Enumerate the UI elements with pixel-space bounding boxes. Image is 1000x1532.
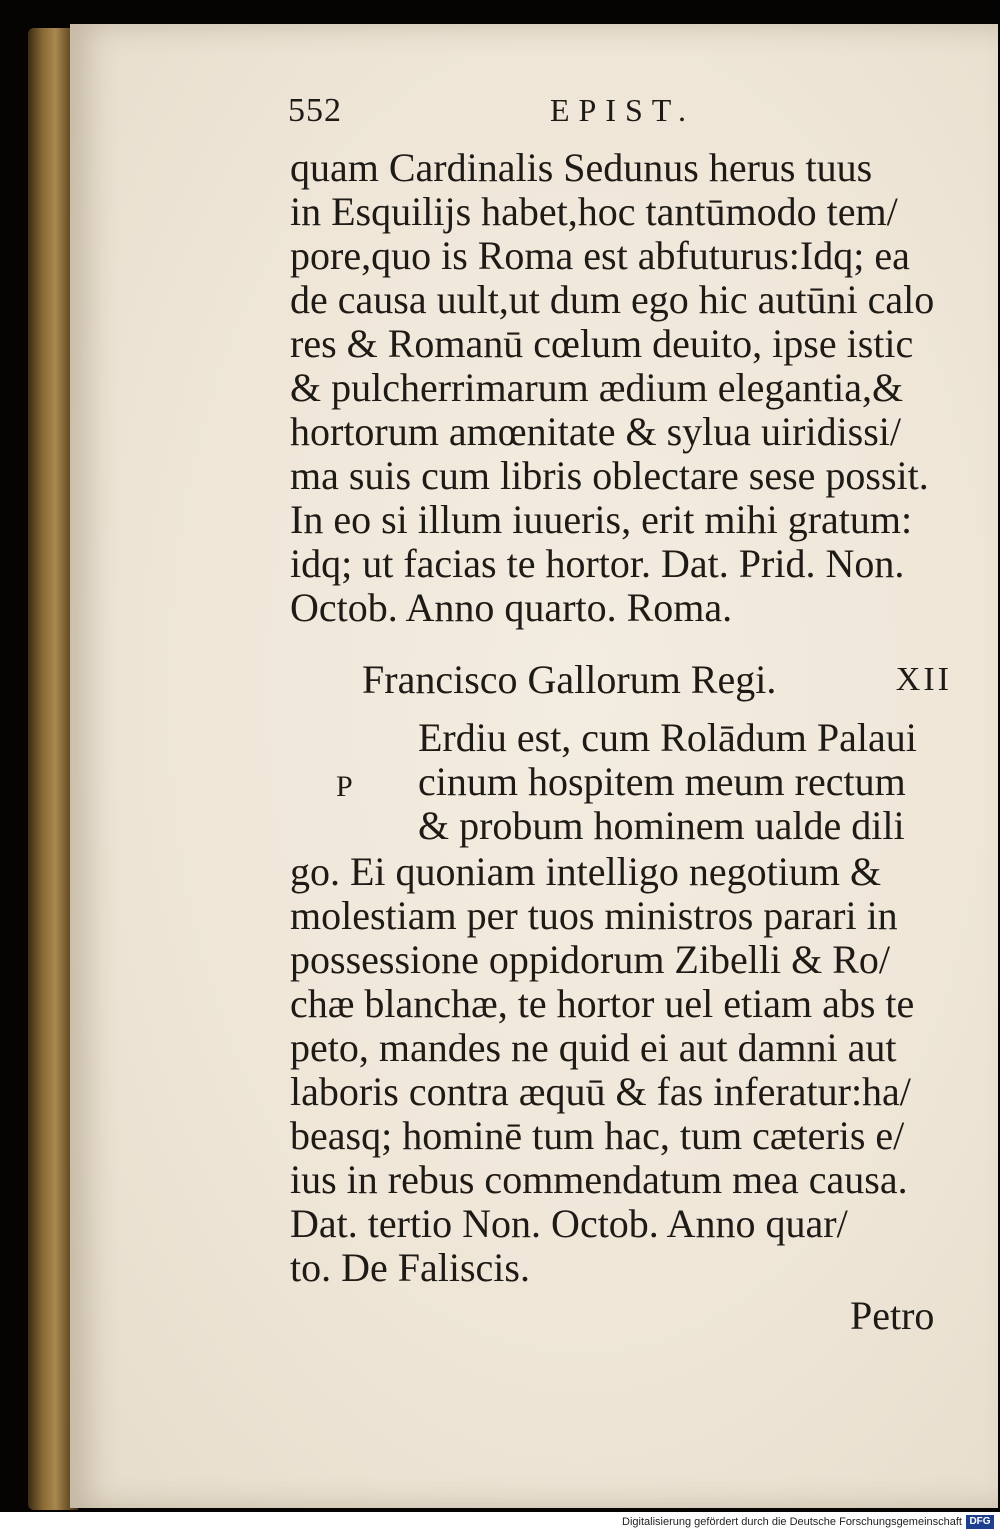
text-line: de causa uult,ut dum ego hic autūni calo bbox=[290, 277, 935, 322]
letter-addressee: Francisco Gallorum Regi. bbox=[362, 657, 777, 702]
text-line: possessione oppidorum Zibelli & Ro/ bbox=[290, 937, 890, 982]
running-title: EPIST. bbox=[550, 92, 695, 128]
text-line: pore,quo is Roma est abfuturus:Idq; ea bbox=[290, 233, 910, 278]
text-line: ma suis cum libris oblectare sese possit. bbox=[290, 453, 929, 498]
text-line: beasq; hominē tum hac, tum cæteris e/ bbox=[290, 1113, 905, 1158]
text-line: & probum hominem ualde dili bbox=[418, 803, 905, 848]
text-line: laboris contra æquū & fas inferatur:ha/ bbox=[290, 1069, 911, 1114]
text-line: res & Romanū cœlum deuito, ipse istic bbox=[290, 321, 914, 366]
footer-bar bbox=[0, 1512, 1000, 1532]
page-number: 552 bbox=[288, 92, 342, 129]
letter-ending bbox=[290, 146, 960, 630]
guide-letter: P bbox=[336, 770, 353, 803]
text-line: in Esquilijs habet,hoc tantūmodo tem/ bbox=[290, 189, 898, 234]
funding-notice: Digitalisierung gefördert durch die Deutsche Forschungsgemeinschaft bbox=[622, 1516, 962, 1528]
text-line: peto, mandes ne quid ei aut damni aut bbox=[290, 1025, 897, 1070]
indented-opening bbox=[418, 716, 963, 848]
text-line: molestiam per tuos ministros parari in bbox=[290, 893, 898, 938]
letter-heading bbox=[362, 658, 960, 702]
text-line: In eo si illum iuueris, erit mihi gratum: bbox=[290, 497, 913, 542]
catchword: Petro bbox=[850, 1293, 935, 1338]
text-line: to. De Faliscis. bbox=[290, 1245, 530, 1290]
text-line: Erdiu est, cum Rolādum Palaui bbox=[418, 715, 917, 760]
letter-body bbox=[290, 850, 960, 1290]
text-line: & pulcherrimarum ædium elegantia,& bbox=[290, 365, 904, 410]
text-line: Octob. Anno quarto. Roma. bbox=[290, 585, 733, 630]
text-line: idq; ut facias te hortor. Dat. Prid. Non. bbox=[290, 541, 905, 586]
text-line: chæ blanchæ, te hortor uel etiam abs te bbox=[290, 981, 915, 1026]
letter-number: XII bbox=[895, 661, 952, 698]
text-line: cinum hospitem meum rectum bbox=[418, 759, 906, 804]
dfg-logo-icon: DFG bbox=[966, 1515, 994, 1529]
text-line: quam Cardinalis Sedunus herus tuus bbox=[290, 145, 873, 190]
text-line: Dat. tertio Non. Octob. Anno quar/ bbox=[290, 1201, 848, 1246]
text-line: ius in rebus commendatum mea causa. bbox=[290, 1157, 908, 1202]
text-line: go. Ei quoniam intelligo negotium & bbox=[290, 849, 882, 894]
text-line: hortorum amœnitate & sylua uiridissi/ bbox=[290, 409, 902, 454]
